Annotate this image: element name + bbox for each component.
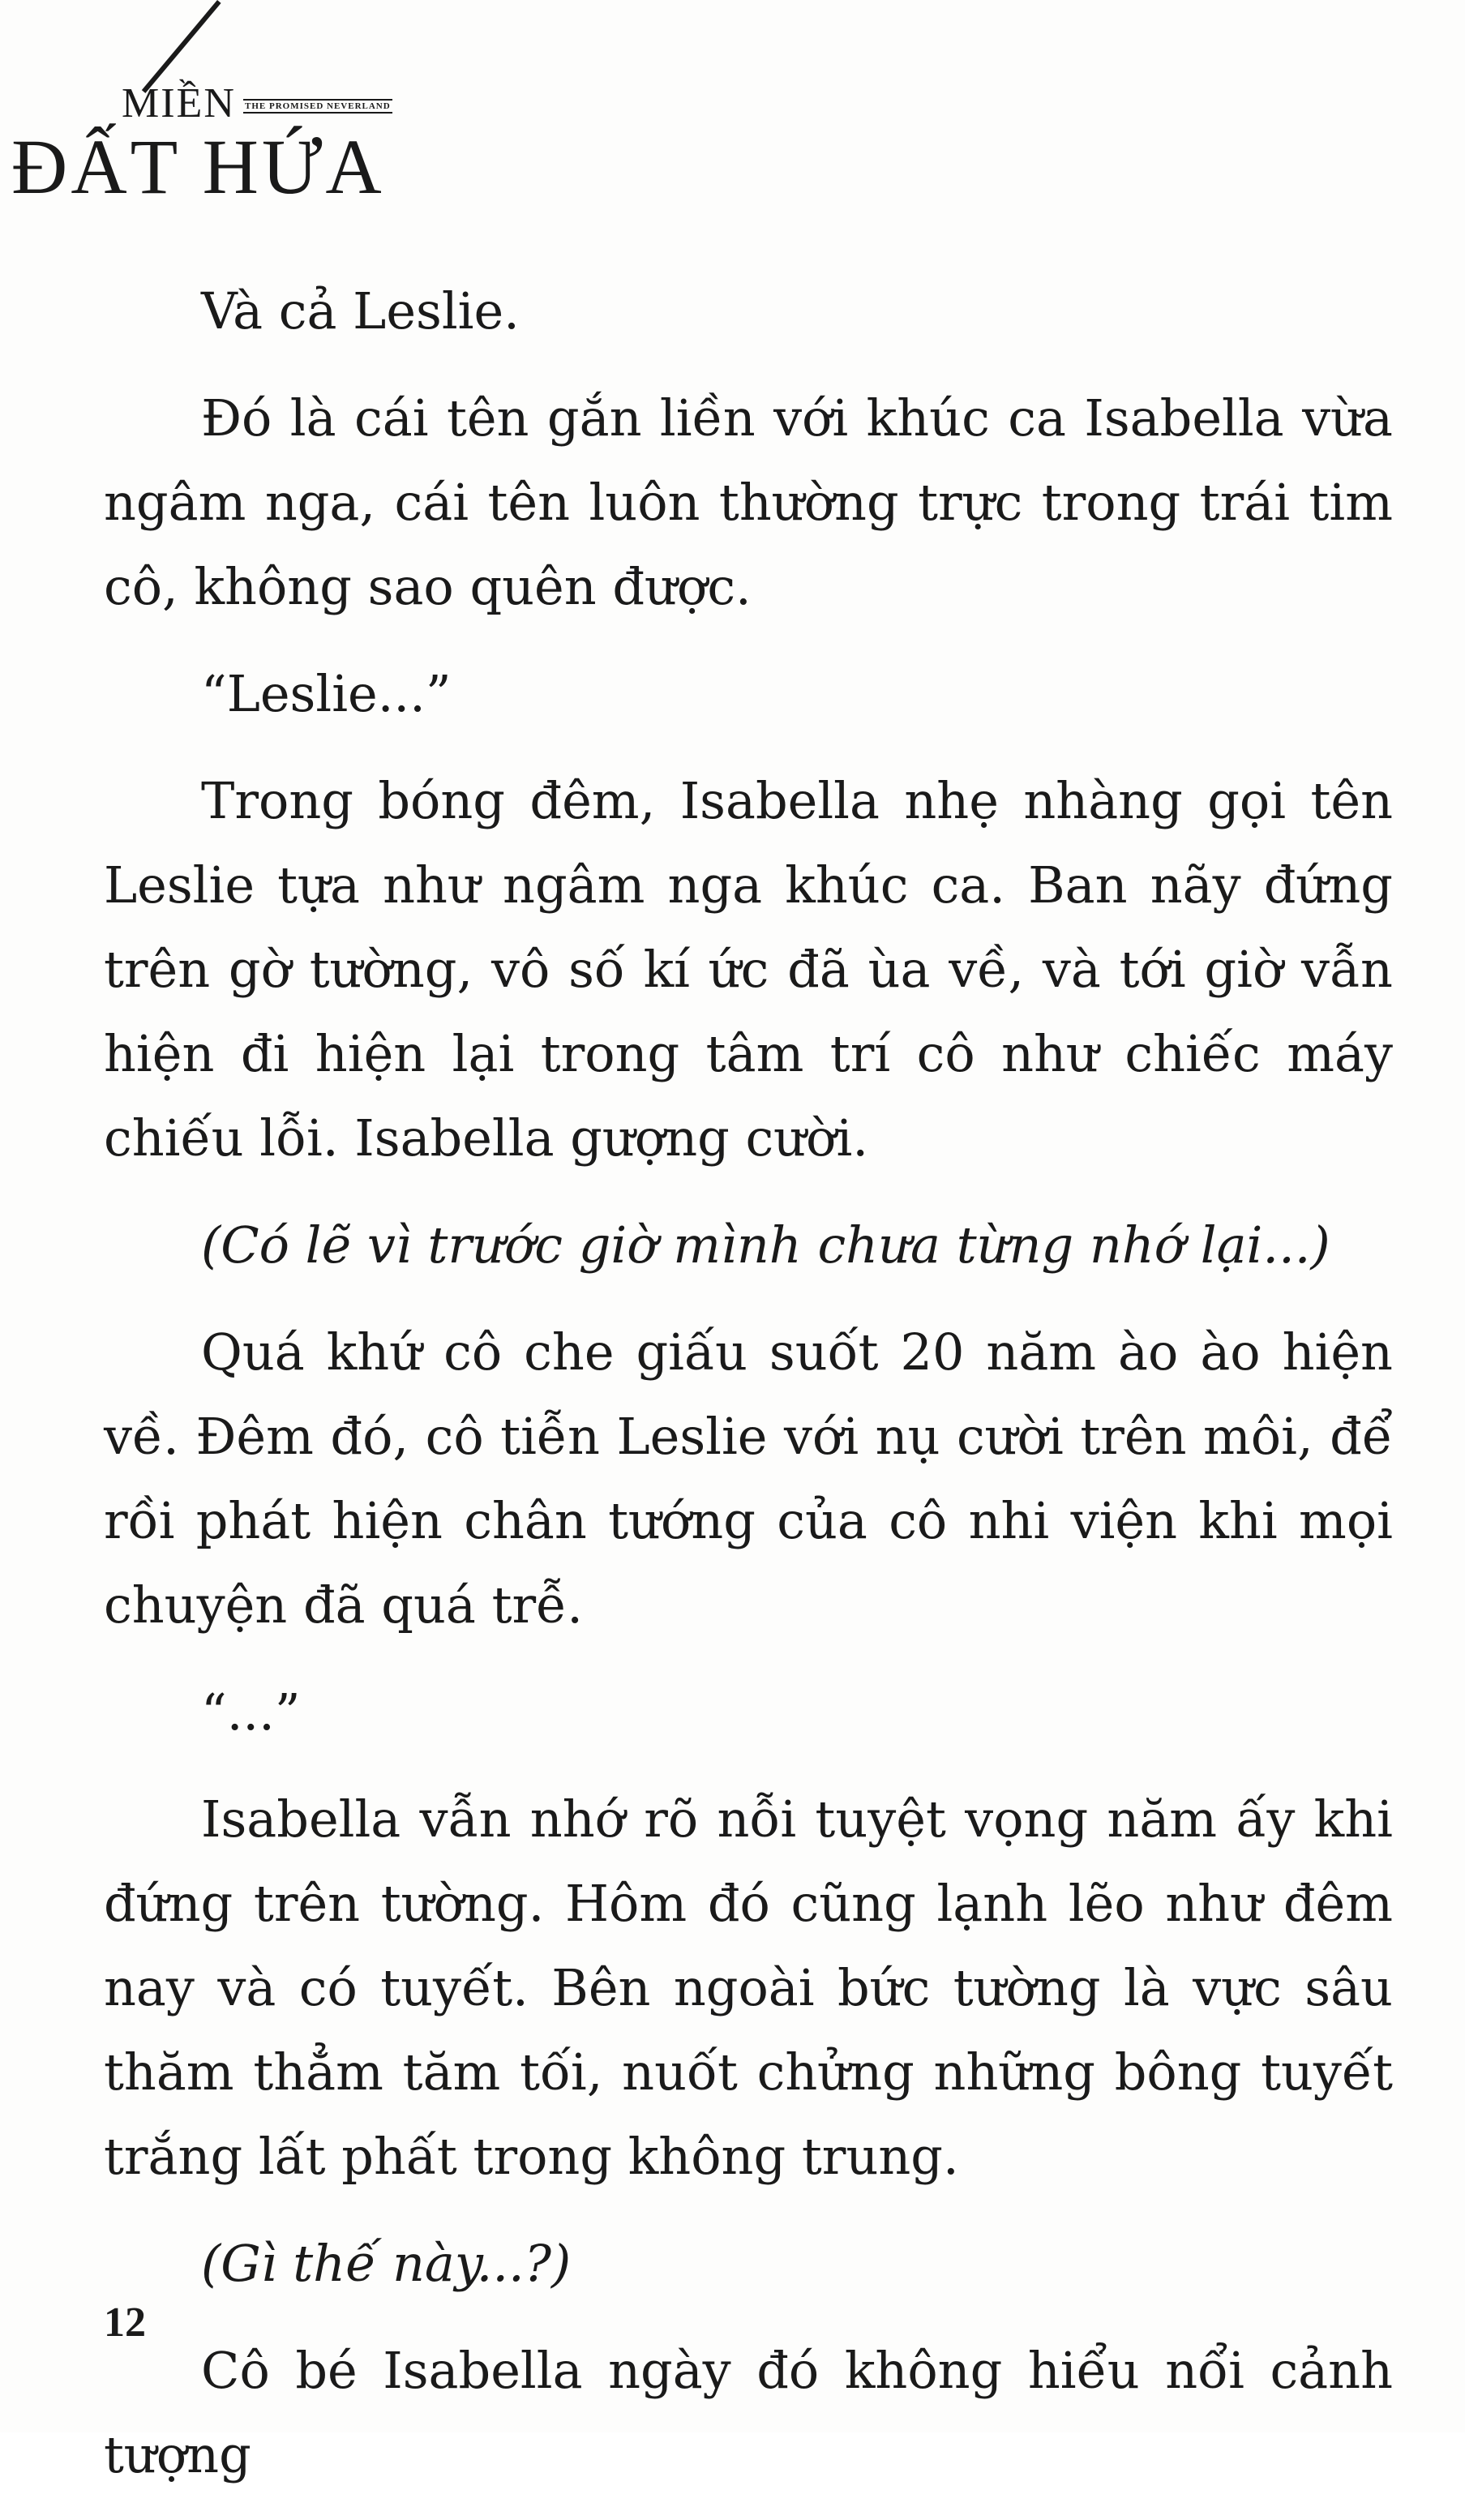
- body-text: [104, 269, 1393, 2520]
- paragraph: Và cả Leslie.: [201, 281, 520, 341]
- paragraph-thought: (Gì thế này...?): [201, 2234, 572, 2293]
- logo-top-word: MIỀN: [122, 80, 236, 126]
- logo-english-tag: THE PROMISED NEVERLAND: [243, 99, 392, 114]
- paragraph: “...”: [201, 1682, 301, 1742]
- page-number: 12: [104, 2299, 146, 2346]
- paragraph: Quá khứ cô che giấu suốt 20 năm ào ào hiện về. Đêm đó, cô tiễn Leslie với nụ cười trên môi, để rồi phát hiện chân tướng của cô nhi viện khi mọi chuyện đã quá trễ.: [104, 1322, 1393, 1635]
- paragraph-thought: (Có lẽ vì trước giờ mình chưa từng nhớ lại...): [201, 1215, 1330, 1275]
- paragraph: Isabella vẫn nhớ rõ nỗi tuyệt vọng năm ấy khi đứng trên tường. Hôm đó cũng lạnh lẽo như đêm nay và có tuyết. Bên ngoài bức tường là vực sâu thăm thẳm tăm tối, nuốt chửng những bông tuyết trắng lất phất trong không trung.: [104, 1789, 1393, 2186]
- paragraph: Trong bóng đêm, Isabella nhẹ nhàng gọi tên Leslie tựa như ngâm nga khúc ca. Ban nãy đứng trên gờ tường, vô số kí ức đã ùa về, và tới giờ vẫn hiện đi hiện lại trong tâm trí cô như chiếc máy chiếu lỗi. Isabella gượng cười.: [104, 771, 1393, 1168]
- book-title-logo: [0, 0, 454, 227]
- logo-main-words: ĐẤT HỨA: [11, 123, 385, 210]
- paragraph: Cô bé Isabella ngày đó không hiểu nổi cảnh tượng: [104, 2341, 1393, 2484]
- paragraph: “Leslie...”: [201, 664, 452, 723]
- paragraph: Đó là cái tên gắn liền với khúc ca Isabella vừa ngâm nga, cái tên luôn thường trực trong trái tim cô, không sao quên được.: [104, 388, 1393, 616]
